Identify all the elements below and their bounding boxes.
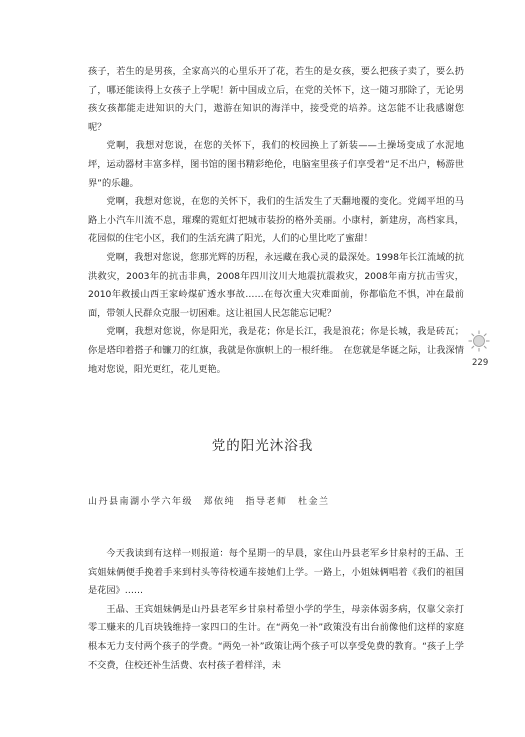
paragraph-continued: 孩子，若生的是男孩，全家高兴的心里乐开了花，若生的是女孩，要么把孩子卖了，要么扔了，哪还能读得上女孩子上学呢！新中国成立后，在党的关怀下，这一随习那除了，无论男孩女孩都能走进知识的大门，遨游在知识的海洋中，接受党的培养。这怎能不让我感谢您呢？ [88,66,464,133]
sun-ornament-icon [468,330,490,352]
paragraph: 党啊，我想对您说，你是阳光，我是花；你是长江，我是浪花；你是长城，我是砖瓦；你是塔印着搭子和镰刀的红旗，我就是你旗帜上的一根纤维。 在您就是华诞之际，让我深情地对您说，阳光更红，花儿更艳。 [88,326,464,375]
paragraph: 王晶、王宾姐妹俩是山丹县老军乡甘泉村希望小学的学生，母亲体弱多病，仅靠父亲打零工赚来的几百块钱维持一家四口的生计。在“两免一补”政策没有出台前像他们这样的家庭根本无力支付两个孩子的学费。“两免一补”政策让两个孩子可以享受免费的教育。“孩子上学不交费，住校还补生活费、农村孩子着样洋，未 [88,603,464,671]
author-byline: 山丹县南湖小学六年级 郑依纯 指导老师 杜金兰 [88,497,330,507]
article-body [88,545,464,675]
article-title: 党的阳光沐浴我 [211,438,314,454]
paragraph: 党啊，我想对您说，在您的关怀下，我们的校园换上了新装——土操场变成了水泥地坪，运动器材丰富多样，图书馆的图书精彩绝伦，电脑室里孩子们享受着“足不出户，畅游世界”的乐趣。 [88,140,464,189]
top-essay-text [88,63,464,379]
paragraph: 党啊，我想对您说，您那光辉的历程，永远藏在我心灵的最深处。1998年长江流域的抗洪救灾，2003年的抗击非典，2008年四川汶川大地震抗震救灾，2008年南方抗击雪灾，2010年救援山西王家岭煤矿透水事故……在每次重大灾难面前，你都临危不惧，冲在最前面，带领人民群众克服一切困难。这让祖国人民怎能忘记呢？ [88,251,464,319]
paragraph: 今天我读到有这样一则报道：每个星期一的早晨，家住山丹县老军乡甘泉村的王晶、王宾姐妹俩便手挽着手来到村头等待校通车接她们上学。一路上，小姐妹俩唱着《我们的祖国是花园》…… [88,548,464,597]
page-number: 229 [472,358,489,368]
paragraph: 党啊，我想对您说，在您的关怀下，我们的生活发生了天翻地覆的变化。党阔平坦的马路上小汽车川流不息，璀璨的霓虹灯把城市装扮的格外美丽。小康村，新建房，高档家具，花园似的住宅小区，我们的生活充满了阳光，人们的心里比吃了蜜甜！ [88,196,464,245]
